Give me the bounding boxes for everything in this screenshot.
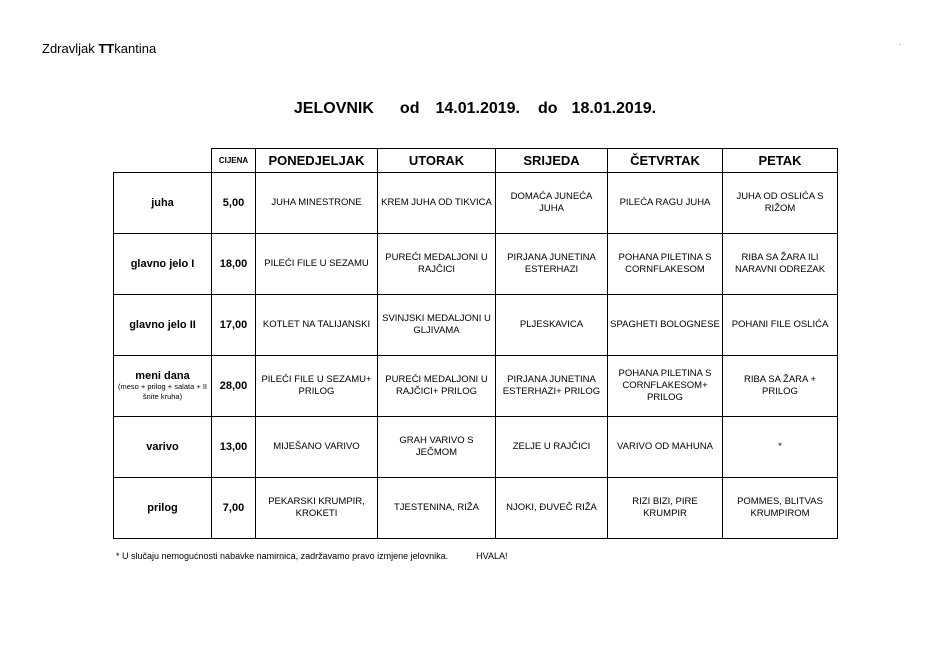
category-cell (114, 478, 212, 539)
dish-cell: POHANA PILETINA S CORNFLAKESOM (608, 234, 723, 295)
table-row (114, 417, 838, 478)
dish-cell: PILEĆA RAGU JUHA (608, 173, 723, 234)
table-row (114, 478, 838, 539)
price-cell: 28,00 (212, 356, 256, 417)
price-cell: 17,00 (212, 295, 256, 356)
table-row (114, 173, 838, 234)
title-date-to: 18.01.2019. (571, 100, 657, 117)
category-cell (114, 417, 212, 478)
price-cell: 5,00 (212, 173, 256, 234)
header-row (114, 149, 838, 173)
dish-cell: RIBA SA ŽARA + PRILOG (723, 356, 838, 417)
dish-cell: SPAGHETI BOLOGNESE (608, 295, 723, 356)
corner-mark: . (899, 38, 902, 47)
dish-cell: * (723, 417, 838, 478)
category-label: glavno jelo II (129, 319, 196, 331)
day-header: PETAK (723, 149, 838, 173)
price-column-header: CIJENA (212, 149, 256, 173)
title-to: do (538, 100, 558, 117)
dish-cell: ZELJE U RAJČICI (496, 417, 608, 478)
category-note: (meso + prilog + salata + II šnite kruha) (117, 382, 207, 401)
dish-cell: MIJEŠANO VARIVO (256, 417, 378, 478)
dish-cell: PUREĆI MEDALJONI U RAJČICI+ PRILOG (378, 356, 496, 417)
dish-cell: POHANA PILETINA S CORNFLAKESOM+ PRILOG (608, 356, 723, 417)
footnote-thanks: HVALA! (476, 551, 508, 561)
dish-cell: PEKARSKI KRUMPIR, KROKETI (256, 478, 378, 539)
dish-cell: KREM JUHA OD TIKVICA (378, 173, 496, 234)
dish-cell: GRAH VARIVO S JEČMOM (378, 417, 496, 478)
price-cell: 13,00 (212, 417, 256, 478)
title-word: JELOVNIK (293, 100, 374, 117)
table-row (114, 356, 838, 417)
table-row (114, 295, 838, 356)
dish-cell: POHANI FILE OSLIĆA (723, 295, 838, 356)
page-title (0, 100, 950, 118)
day-header: PONEDJELJAK (256, 149, 378, 173)
dish-cell: RIZI BIZI, PIRE KRUMPIR (608, 478, 723, 539)
dish-cell: PUREĆI MEDALJONI U RAJČICI (378, 234, 496, 295)
title-date-from: 14.01.2019. (435, 100, 520, 117)
category-cell (114, 356, 212, 417)
category-cell (114, 234, 212, 295)
table-row (114, 234, 838, 295)
org-logo-mark: TT (98, 41, 115, 56)
price-cell: 18,00 (212, 234, 256, 295)
day-header: UTORAK (378, 149, 496, 173)
dish-cell: JUHA OD OSLIĆA S RIŽOM (723, 173, 838, 234)
org-prefix: Zdravljak (42, 41, 99, 56)
footnote (116, 551, 508, 561)
dish-cell: NJOKI, ĐUVEČ RIŽA (496, 478, 608, 539)
category-label: meni dana (135, 370, 190, 382)
category-label: varivo (146, 441, 179, 453)
corner-cell (114, 149, 212, 173)
dish-cell: PIRJANA JUNETINA ESTERHAZI+ PRILOG (496, 356, 608, 417)
weekly-menu-table (113, 148, 838, 539)
org-suffix: kantina (114, 41, 157, 56)
category-label: prilog (147, 502, 178, 514)
dish-cell: TJESTENINA, RIŽA (378, 478, 496, 539)
dish-cell: POMMES, BLITVAS KRUMPIROM (723, 478, 838, 539)
dish-cell: VARIVO OD MAHUNA (608, 417, 723, 478)
dish-cell: DOMAĆA JUNEĆA JUHA (496, 173, 608, 234)
category-label: glavno jelo I (130, 258, 195, 270)
day-header: SRIJEDA (496, 149, 608, 173)
category-cell (114, 295, 212, 356)
dish-cell: PIRJANA JUNETINA ESTERHAZI (496, 234, 608, 295)
dish-cell: PLJESKAVICA (496, 295, 608, 356)
category-label: juha (151, 197, 174, 209)
title-from: od (399, 100, 420, 117)
footnote-text: * U slučaju nemogućnosti nabavke namirnica, zadržavamo pravo izmjene jelovnika. (116, 551, 449, 561)
dish-cell: PILEĆI FILE U SEZAMU (256, 234, 378, 295)
dish-cell: SVINJSKI MEDALJONI U GLJIVAMA (378, 295, 496, 356)
dish-cell: PILEĆI FILE U SEZAMU+ PRILOG (256, 356, 378, 417)
category-cell (114, 173, 212, 234)
dish-cell: JUHA MINESTRONE (256, 173, 378, 234)
day-header: ČETVRTAK (608, 149, 723, 173)
dish-cell: KOTLET NA TALIJANSKI (256, 295, 378, 356)
price-cell: 7,00 (212, 478, 256, 539)
dish-cell: RIBA SA ŽARA ILI NARAVNI ODREZAK (723, 234, 838, 295)
organization-name (42, 41, 156, 56)
